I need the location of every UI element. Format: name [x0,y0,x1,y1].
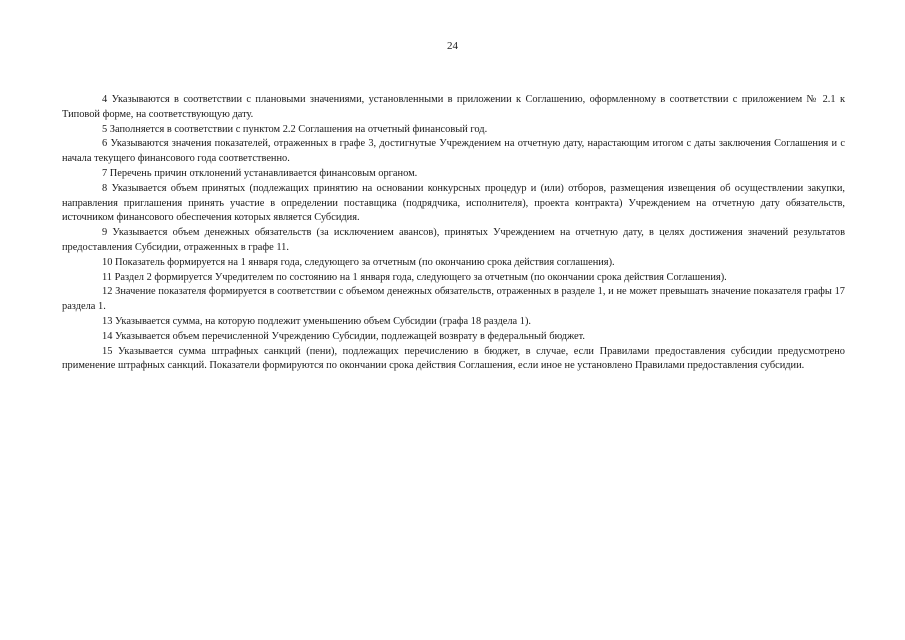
footnote-4: 4 Указываются в соответствии с плановыми значениями, установленными в приложении к Соглашению, оформленному в соответствии с приложением № 2.1 к Типовой форме, на соответствующую дату. [62,94,845,120]
page-number: 24 [447,40,458,52]
footnote-8: 8 Указывается объем принятых (подлежащих принятию на основании конкурсных процедур и (или) отборов, размещения извещения об осуществлении закупки, направления приглашения принять участие в определении поставщика (подрядчика, исполнителя), проекта контракта) Учреждением на отчетную дату обязательств, источником финансового обеспечения которых является Субсидия. [62,182,845,224]
footnote-9: 9 Указывается объем денежных обязательств (за исключением авансов), принятых Учреждением на отчетную дату, в целях достижения значений результатов предоставления Субсидии, отраженных в графе 11. [62,227,845,253]
footnote-12: 12 Значение показателя формируется в соответствии с объемом денежных обязательств, отраженных в разделе 1, и не может превышать значение показателя графы 17 раздела 1. [62,286,845,313]
footnote-15: 15 Указывается сумма штрафных санкций (пени), подлежащих перечислению в бюджет, в случае, если Правилами предоставления субсидии предусмотрено применение штрафных санкций. Показатели формируются по окончании срока действия Соглашения, если иное не установлено Правилами предоставления субсидии. [62,345,845,372]
footnote-5: 5 Заполняется в соответствии с пунктом 2.2 Соглашения на отчетный финансовый год. [102,123,488,135]
footnote-14: 14 Указывается объем перечисленной Учреждению Субсидии, подлежащей возврату в федеральный бюджет. [102,330,586,342]
footnotes-list [62,93,845,374]
footnote-10: 10 Показатель формируется на 1 января года, следующего за отчетным (по окончанию срока действия соглашения). [102,256,615,268]
footnote-7: 7 Перечень причин отклонений устанавливается финансовым органом. [102,167,418,179]
footnote-13: 13 Указывается сумма, на которую подлежит уменьшению объем Субсидии (графа 18 раздела 1). [102,315,532,327]
footnote-11: 11 Раздел 2 формируется Учредителем по состоянию на 1 января года, следующего за отчетным (по окончании срока действия Соглашения). [102,271,727,283]
footnote-6: 6 Указываются значения показателей, отраженных в графе 3, достигнутые Учреждением на отчетную дату, нарастающим итогом с даты заключения Соглашения и с начала текущего финансового года соответственно. [62,138,845,165]
